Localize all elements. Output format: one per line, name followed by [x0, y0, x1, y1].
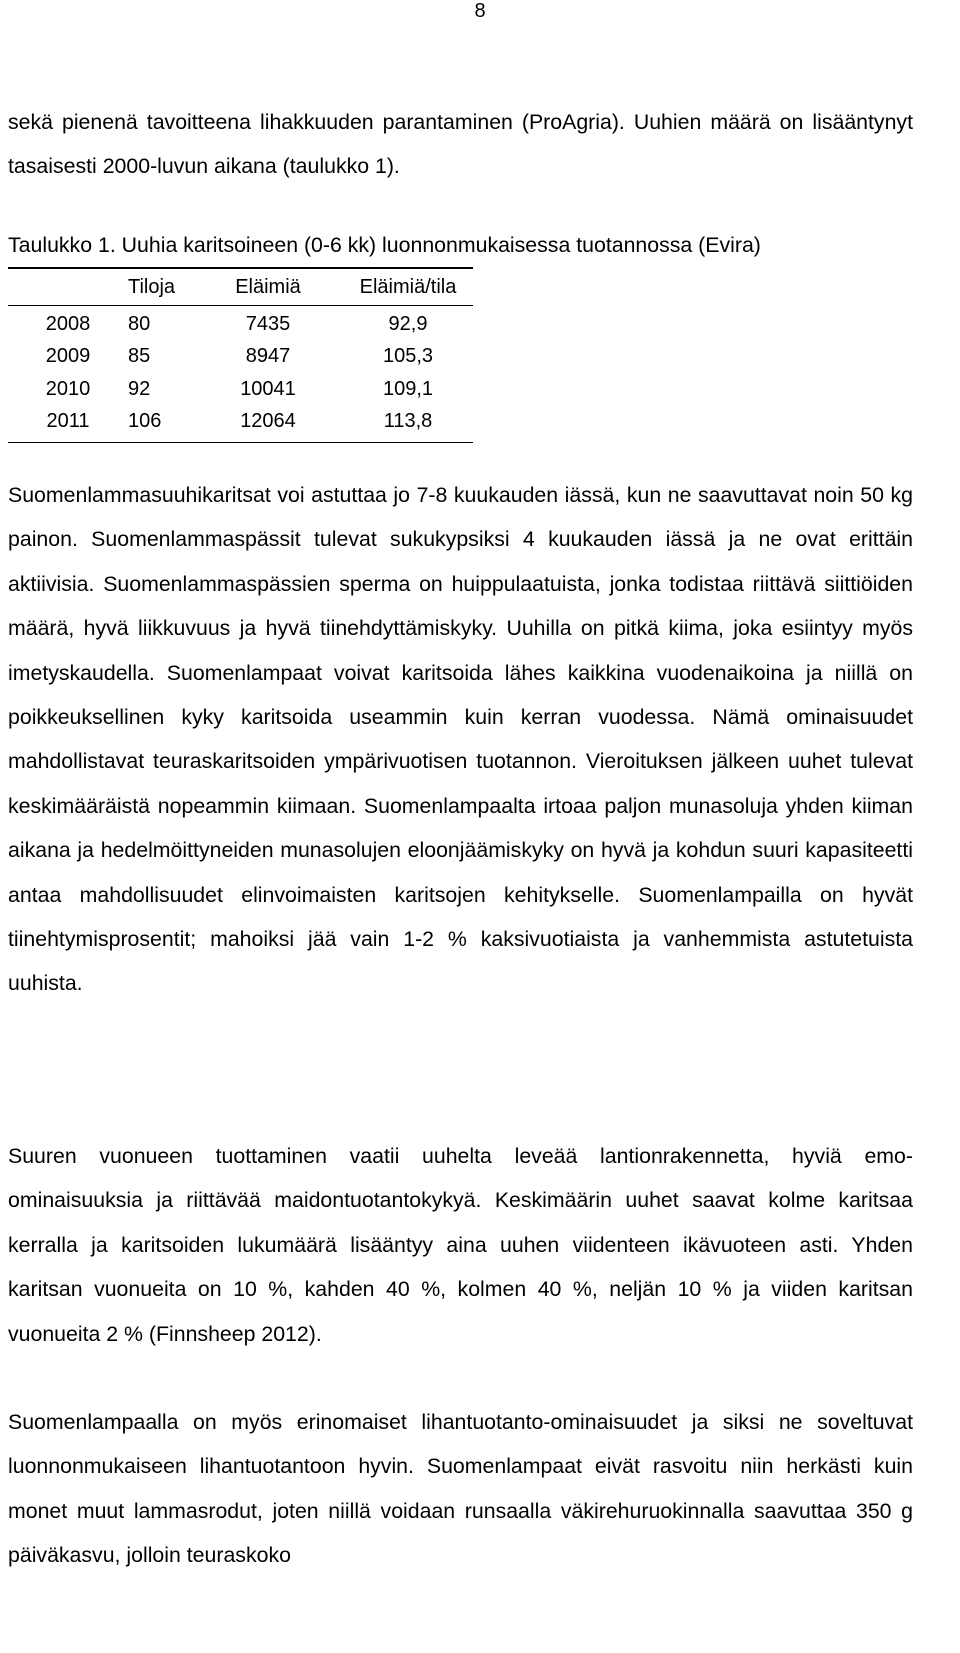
table-body [8, 306, 473, 442]
table-caption: Taulukko 1. Uuhia karitsoineen (0-6 kk) luonnonmukaisessa tuotannossa (Evira) [8, 233, 761, 257]
body-paragraph: Suomenlampaalla on myös erinomaiset lihantuotanto-ominaisuudet ja siksi ne soveltuvat luonnonmukaiseen lihantuotantoon hyvin. Suomenlampaat eivät rasvoitu niin herkästi kuin monet muut lammasrodut, joten niillä voidaan runsaalla väkirehuruokinnalla saavuttaa 350 g päiväkasvu, jolloin teuraskoko [8, 1410, 913, 1568]
table-cell: 106 [128, 410, 162, 433]
intro-paragraph: sekä pienenä tavoitteena lihakkuuden parantaminen (ProAgria). Uuhien määrä on lisääntynyt tasaisesti 2000-luvun aikana (taulukko 1). [8, 110, 913, 178]
data-table [8, 267, 473, 443]
body-paragraph: Suuren vuonueen tuottaminen vaatii uuhelta leveää lantionrakennetta, hyviä emo-ominaisuuksia ja riittävää maidontuotantokykyä. Keskimäärin uuhet saavat kolme karitsaa kerralla ja karitsoiden lukumäärä lisääntyy aina uuhen viidenteen ikävuoteen asti. Yhden karitsan vuonueita on 10 %, kahden 40 %, kolmen 40 %, neljän 10 % ja viiden karitsan vuonueita 2 % (Finnsheep 2012). [8, 1144, 913, 1346]
table-row [8, 406, 473, 439]
table-header-cell: Eläimiä/tila [359, 275, 457, 298]
table-cell-year: 2010 [45, 377, 91, 400]
table-cell: 113,8 [383, 410, 433, 433]
table-row [8, 308, 473, 341]
table-row [8, 341, 473, 374]
table-cell: 105,3 [382, 345, 434, 368]
table-cell: 8947 [245, 345, 291, 368]
table-header-cell: Eläimiä [235, 275, 301, 298]
table-cell: 80 [128, 312, 151, 335]
table-cell: 109,1 [382, 377, 434, 400]
table-cell: 85 [128, 345, 151, 368]
table-row [8, 373, 473, 406]
page-number: 8 [474, 0, 486, 22]
table-header-row [8, 269, 473, 306]
table-cell: 92 [128, 377, 151, 400]
body-paragraph: Suomenlammasuuhikaritsat voi astuttaa jo 7-8 kuukauden iässä, kun ne saavuttavat noin 50 kg painon. Suomenlammaspässit tulevat sukukypsiksi 4 kuukauden iässä ja ne ovat erittäin aktiivisia. Suomenlammaspässien sperma on huippulaatuista, jonka todistaa riittävä siittiöiden määrä, hyvä liikkuvuus ja hyvä tiinehdyttämiskyky. Uuhilla on pitkä kiima, joka esiintyy myös imetyskaudella. Suomenlampaat voivat karitsoida lähes kaikkina vuodenaikoina ja niillä on poikkeuksellinen kyky karitsoida useammin kuin kerran vuodessa. Nämä ominaisuudet mahdollistavat teuraskaritsoiden ympärivuotisen tuotannon. Vieroituksen jälkeen uuhet tulevat keskimääräistä nopeammin kiimaan. Suomenlampaalta irtoaa paljon munasoluja yhden kiiman aikana ja hedelmöittyneiden munasolujen eloonjäämiskyky on hyvä ja kohdun suuri kapasiteetti antaa mahdollisuudet elinvoimaisten karitsojen kehitykselle. Suomenlampailla on hyvät tiinehtymisprosentit; mahoiksi jää vain 1-2 % kaksivuotiaista ja vanhemmista astutetuista uuhista. [8, 483, 913, 996]
table-cell-year: 2011 [46, 410, 90, 433]
table-header-cell: Tiloja [128, 275, 176, 298]
table-cell: 10041 [240, 377, 296, 400]
table-cell: 92,9 [388, 312, 428, 335]
table-cell-year: 2009 [45, 345, 91, 368]
table-cell: 7435 [245, 312, 291, 335]
table-cell-year: 2008 [45, 312, 91, 335]
table-cell: 12064 [240, 410, 296, 433]
